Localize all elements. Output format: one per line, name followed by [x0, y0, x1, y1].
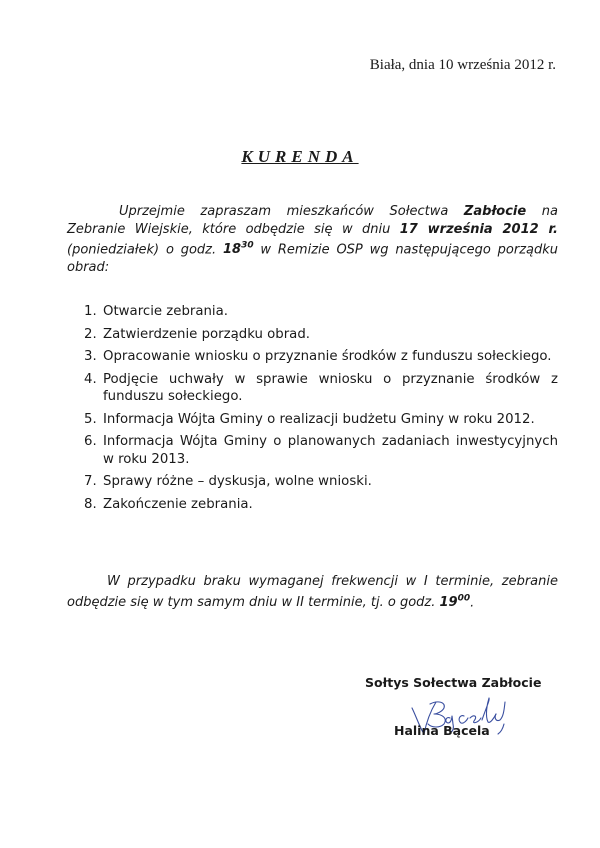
agenda-item-number: 1.	[84, 304, 97, 319]
agenda-item-number: 5.	[84, 411, 97, 427]
agenda-item-number: 7.	[84, 474, 97, 489]
agenda-item	[84, 473, 558, 491]
agenda-item	[84, 371, 558, 406]
intro-text-2: na Zebranie Wiejskie, które odbędzie się w dniu	[67, 204, 559, 237]
agenda-item-number: 2.	[84, 326, 97, 342]
second-term-hour-value: 19	[439, 594, 458, 610]
meeting-date: 17 września 2012 r.	[399, 221, 558, 237]
meeting-minutes: 30	[241, 241, 254, 251]
agenda-item-text: Zakończenie zebrania.	[103, 496, 253, 512]
agenda-item-number: 3.	[84, 349, 97, 364]
signatory-title: Sołtys Sołectwa Zabłocie	[365, 675, 542, 690]
agenda-item-number: 8.	[84, 496, 97, 512]
agenda-item	[84, 411, 558, 429]
second-term-minutes: 00	[457, 593, 471, 604]
agenda-item-text: Podjęcie uchwały w sprawie wniosku o przyznanie środków z funduszu sołeckiego.	[103, 371, 558, 404]
agenda-item	[84, 348, 558, 366]
agenda-item-number: 4.	[84, 371, 97, 387]
village-name: Zabłocie	[463, 204, 527, 219]
agenda-list	[84, 303, 558, 518]
agenda-item-text: Informacja Wójta Gminy o planowanych zadaniach inwestycyjnych w roku 2013.	[103, 434, 558, 467]
agenda-item	[84, 496, 558, 514]
agenda-item-text: Otwarcie zebrania.	[103, 304, 229, 319]
agenda-item-text: Zatwierdzenie porządku obrad.	[103, 326, 310, 342]
invitation-paragraph	[67, 203, 558, 276]
intro-text-3: (poniedziałek) o godz.	[67, 242, 223, 258]
agenda-item-text: Informacja Wójta Gminy o realizacji budżetu Gminy w roku 2012.	[103, 411, 535, 427]
agenda-item	[84, 326, 558, 344]
note-text: W przypadku braku wymaganej frekwencji w I terminie, zebranie odbędzie się w tym samym dniu w II terminie, tj. o godz.	[67, 574, 558, 610]
second-term-hour	[440, 595, 471, 610]
document-date: Biała, dnia 10 września 2012 r.	[369, 57, 556, 73]
agenda-item	[84, 303, 558, 321]
document-title: KURENDA	[241, 147, 359, 166]
agenda-item-number: 6.	[84, 434, 97, 449]
meeting-hour	[223, 242, 254, 257]
intro-text-4: w Remizie OSP wg następującego porządku obrad:	[67, 242, 558, 275]
agenda-item-text: Sprawy różne – dyskusja, wolne wnioski.	[103, 474, 372, 489]
note-end: .	[470, 594, 475, 610]
intro-text-1: Uprzejmie zapraszam mieszkańców Sołectwa	[119, 204, 464, 219]
agenda-item	[84, 433, 558, 468]
signatory-name: Halina Bącela	[394, 723, 490, 738]
meeting-hour-value: 18	[222, 242, 242, 258]
agenda-item-text: Opracowanie wniosku o przyznanie środków z funduszu sołeckiego.	[103, 349, 552, 364]
quorum-note	[67, 573, 558, 611]
